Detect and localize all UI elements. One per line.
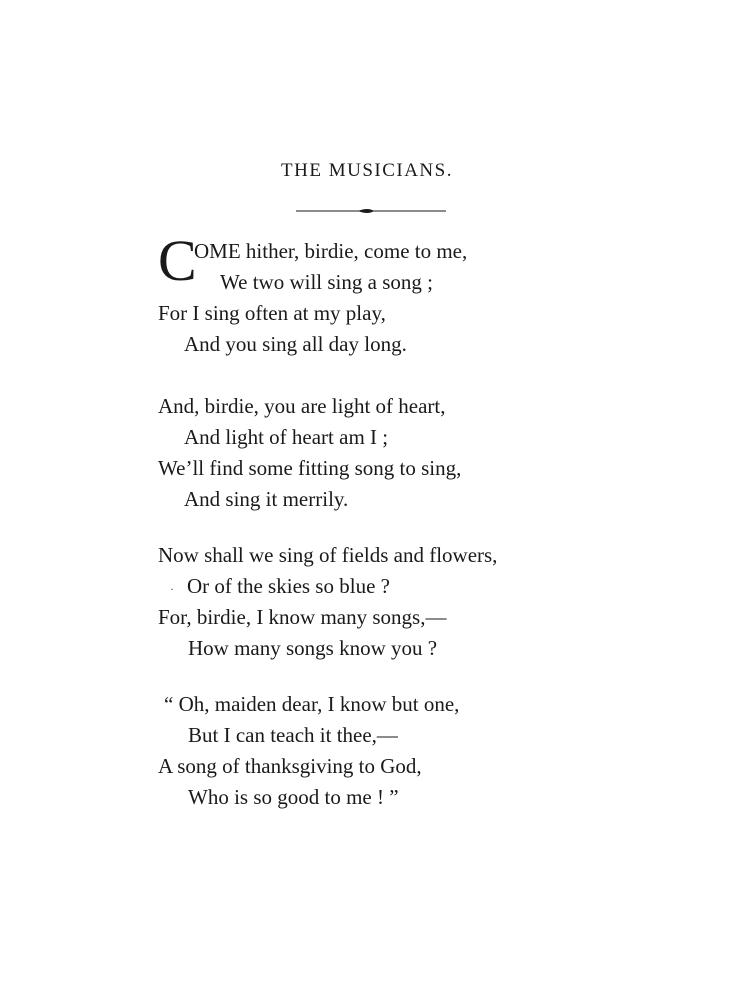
poem-line: “ Oh, maiden dear, I know but one,: [164, 692, 460, 716]
poem-line: And you sing all day long.: [184, 332, 407, 356]
drop-cap: C: [158, 228, 197, 293]
stanza-1: [0, 228, 734, 375]
poem-line: And, birdie, you are light of heart,: [158, 394, 446, 418]
poem-line: And sing it merrily.: [184, 487, 349, 511]
poem-line: We two will sing a song ;: [220, 270, 433, 294]
poem-line: For, birdie, I know many songs,—: [158, 605, 447, 629]
stanza-4: [0, 680, 734, 820]
poem-line: OME hither, birdie, come to me,: [194, 239, 468, 263]
stanza-3: [0, 527, 734, 674]
ornament-divider: [296, 207, 446, 215]
poem-line: For I sing often at my play,: [158, 301, 386, 325]
poem-line: We’ll find some fitting song to sing,: [158, 456, 462, 480]
stray-mark: ·: [170, 582, 174, 596]
poem-body: [0, 228, 734, 826]
poem-line: Now shall we sing of fields and flowers,: [158, 543, 498, 567]
poem-line: And light of heart am I ;: [184, 425, 389, 449]
poem-line: A song of thanksgiving to God,: [158, 754, 422, 778]
poem-line: Who is so good to me ! ”: [188, 785, 399, 809]
poem-line: But I can teach it thee,—: [188, 723, 398, 747]
poem-title: THE MUSICIANS.: [281, 160, 453, 181]
poem-line: How many songs know you ?: [188, 636, 438, 660]
stanza-2: [0, 381, 734, 521]
poem-line: Or of the skies so blue ?: [187, 574, 390, 598]
